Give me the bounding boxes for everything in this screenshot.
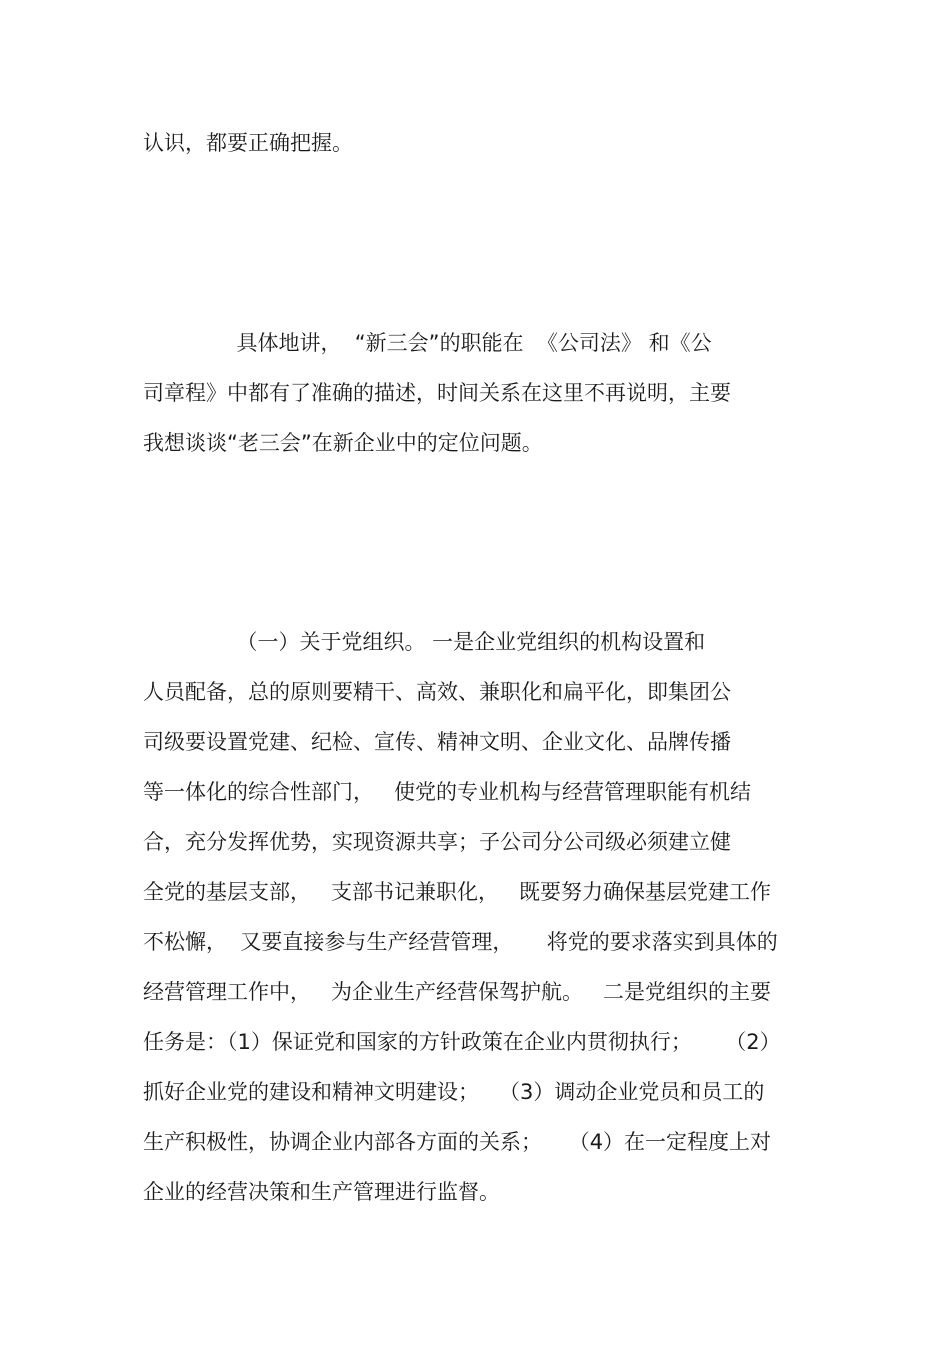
paragraph-3-line-2: 人员配备，总的原则要精干、高效、兼职化和扁平化，即集团公 (143, 680, 731, 704)
paragraph-3-line-12: 企业的经营决策和生产管理进行监督。 (143, 1180, 500, 1204)
paragraph-2-line-1: 具体地讲， “新三会”的职能在 《公司法》 和《公 (143, 331, 712, 355)
paragraph-3-line-8: 经营管理工作中， 为企业生产经营保驾护航。 二是党组织的主要 (143, 980, 772, 1004)
paragraph-3-line-5: 合，充分发挥优势，实现资源共享；子公司分公司级必须建立健 (143, 830, 731, 854)
paragraph-3-line-9: 任务是：（1）保证党和国家的方针政策在企业内贯彻执行； （2） (143, 1030, 781, 1054)
paragraph-3-line-4: 等一体化的综合性部门， 使党的专业机构与经营管理职能有机结 (143, 780, 752, 804)
paragraph-3-line-11: 生产积极性，协调企业内部各方面的关系； （4）在一定程度上对 (143, 1130, 772, 1154)
paragraph-2-line-3: 我想谈谈“老三会”在新企业中的定位问题。 (143, 431, 543, 455)
paragraph-1-line-1: 认识，都要正确把握。 (143, 131, 353, 155)
paragraph-3-line-10: 抓好企业党的建设和精神文明建设； （3）调动企业党员和员工的 (143, 1080, 765, 1104)
paragraph-3-line-6: 全党的基层支部， 支部书记兼职化， 既要努力确保基层党建工作 (143, 880, 772, 904)
paragraph-2-line-2: 司章程》中都有了准确的描述，时间关系在这里不再说明，主要 (143, 381, 731, 405)
paragraph-3-line-7: 不松懈， 又要直接参与生产经营管理， 将党的要求落实到具体的 (143, 930, 778, 954)
paragraph-3-line-3: 司级要设置党建、纪检、宣传、精神文明、企业文化、品牌传播 (143, 730, 731, 754)
paragraph-3-line-1: （一）关于党组织。 一是企业党组织的机构设置和 (143, 630, 706, 654)
